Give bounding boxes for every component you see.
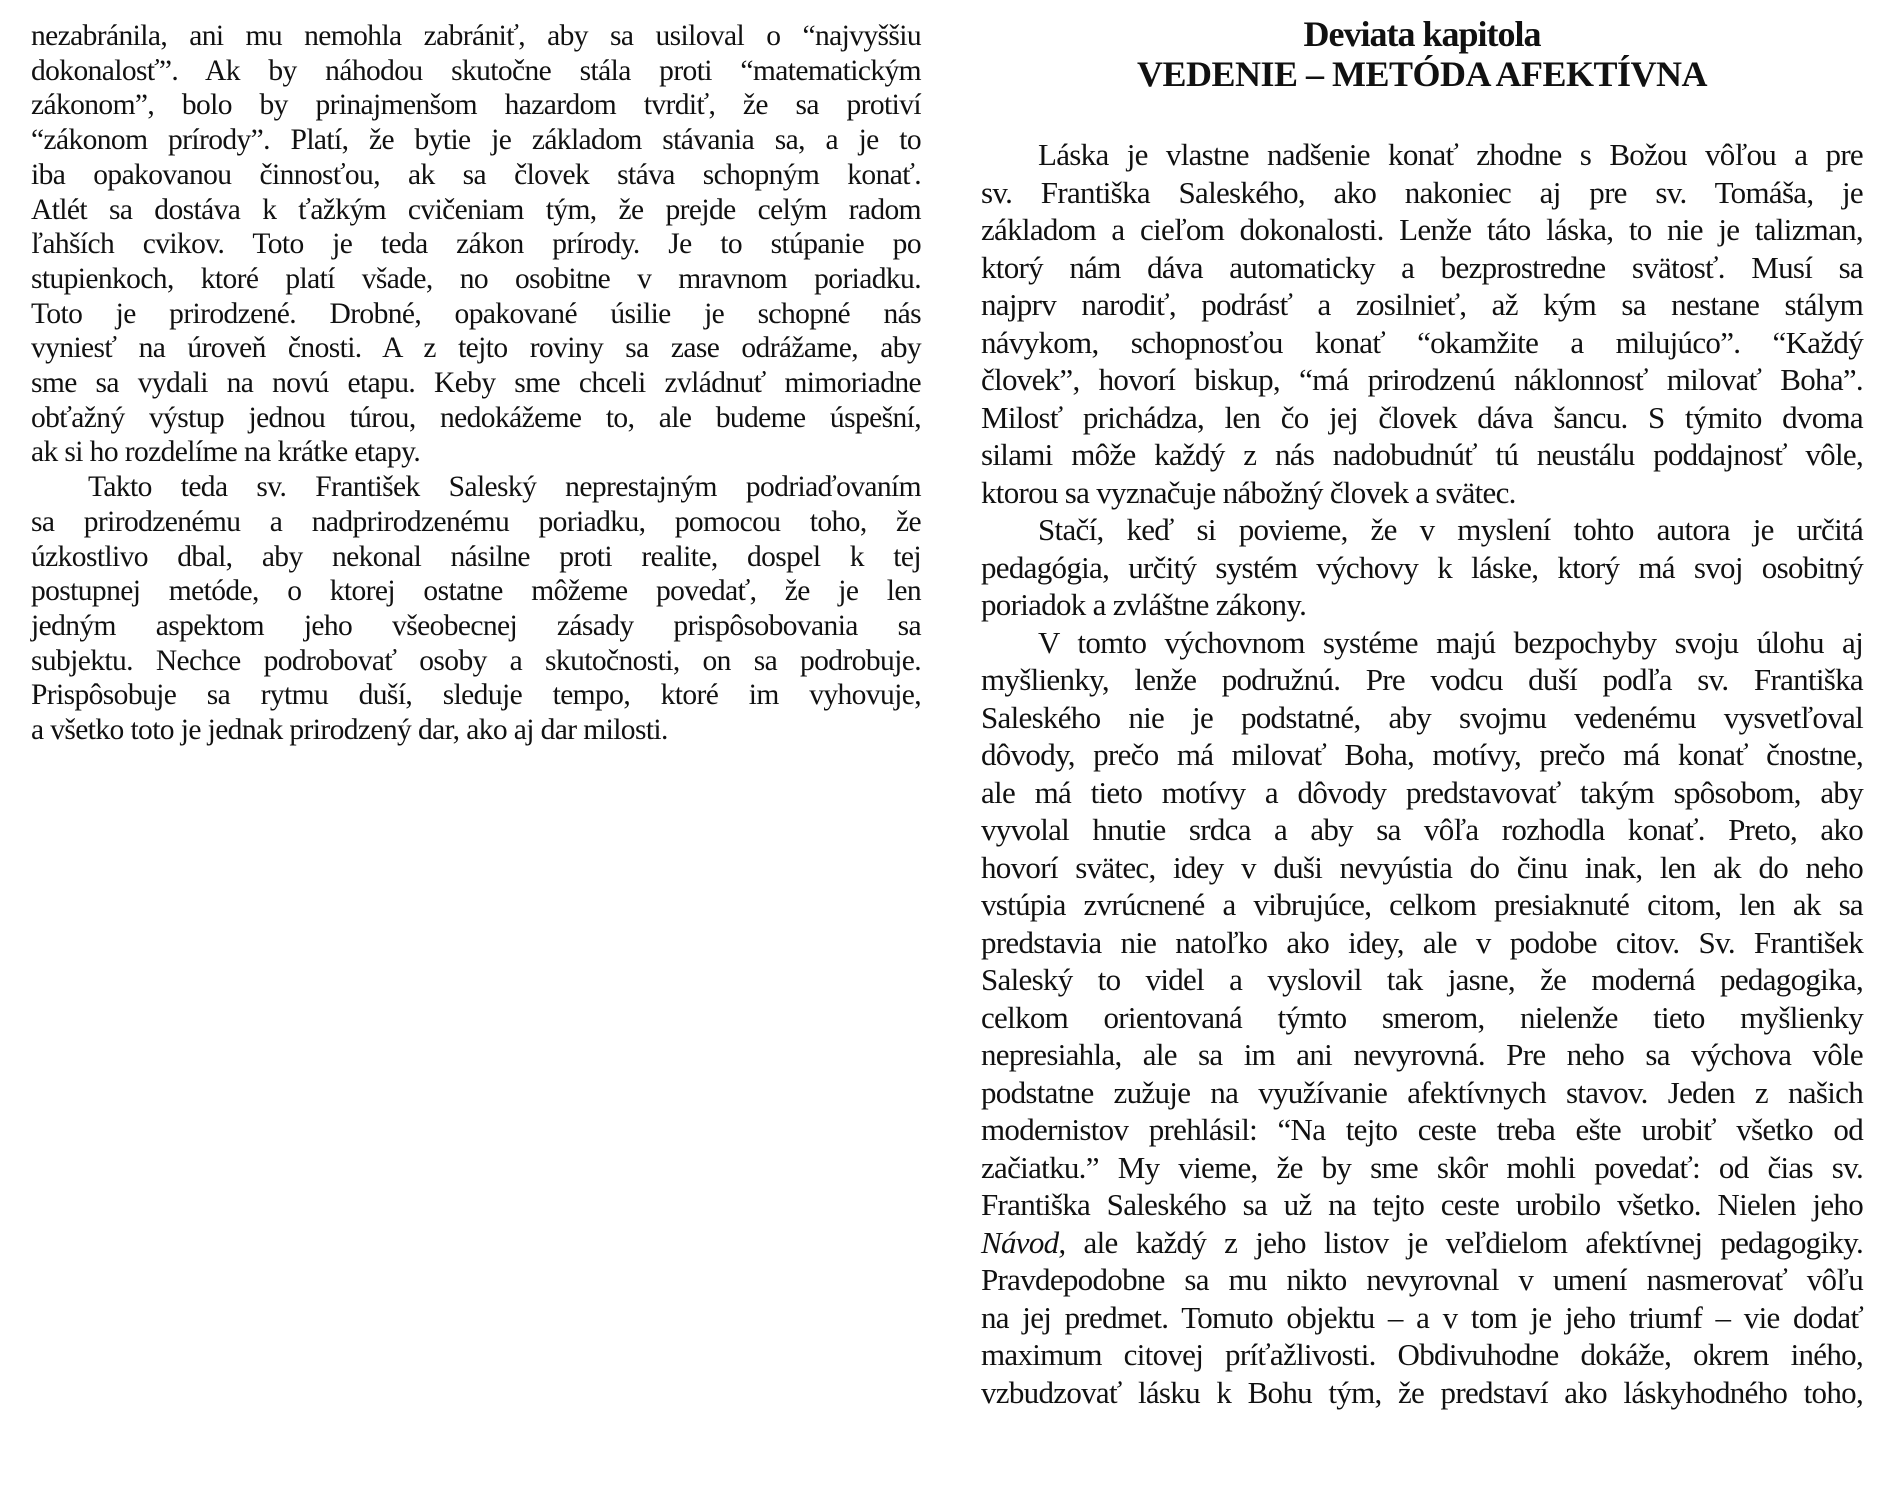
text-line: Milosť prichádza, len čo jej človek dáva šancu. S týmito dvoma (981, 399, 1863, 435)
right-paragraph-3 (981, 624, 1863, 1412)
text-line: ktorý nám dáva automaticky a bezprostredne svätosť. Musí sa (981, 249, 1863, 285)
text-line: najprv narodiť, podrásť a zosilnieť, až kým sa nestane stálym (981, 287, 1863, 322)
text-line: sa prirodzenému a nadprirodzenému poriadku, pomocou toho, že (31, 505, 921, 538)
left-paragraph-2 (31, 470, 921, 748)
text-line: jedným aspektom jeho všeobecnej zásady prispôsobovania sa (31, 609, 921, 642)
text-line: Takto teda sv. František Saleský neprestajným podriaďovaním (88, 471, 921, 504)
text-line: nepresiahla, ale sa im ani nevyrovná. Pre neho sa výchova vôle (981, 1037, 1863, 1072)
chapter-title: VEDENIE – METÓDA AFEKTÍVNA (1136, 54, 1708, 94)
text-line: úzkostlivo dbal, aby nekonal násilne proti realite, dospel k tej (31, 540, 921, 573)
text-line: V tomto výchovnom systéme majú bezpochyby svoju úlohu aj (1038, 624, 1863, 660)
text-line: modernistov prehlásil: “Na tejto ceste treba ešte urobiť všetko od (981, 1112, 1863, 1147)
text-line: človek”, hovorí biskup, “má prirodzenú náklonnosť milovať Boha”. (981, 362, 1863, 397)
text-line: hovorí svätec, idey v duši nevyústia do činu inak, len ak do neho (981, 849, 1863, 885)
right-paragraph-2 (981, 511, 1863, 624)
text-line: myšlienky, lenže podružnú. Pre vodcu duší podľa sv. Františka (981, 662, 1863, 697)
text-line: Františka Saleského sa už na tejto ceste urobilo všetko. Nielen jeho (981, 1187, 1863, 1222)
text-line: podstatne zužuje na využívanie afektívnych stavov. Jeden z našich (981, 1074, 1863, 1110)
text-line: vzbudzovať lásku k Bohu tým, že predstaví ako láskyhodného toho, (981, 1374, 1863, 1410)
text-line: nezabránila, ani mu nemohla zabrániť, aby sa usiloval o “najvyššiu (31, 20, 921, 52)
text-line: “zákonom prírody”. Platí, že bytie je základom stávania sa, a je to (31, 124, 921, 157)
text-line: Pravdepodobne sa mu nikto nevyrovnal v umení nasmerovať vôľu (981, 1262, 1863, 1297)
text-line: zákonom”, bolo by prinajmenšom hazardom tvrdiť, že sa protiví (31, 89, 921, 122)
text-line: Saleský to videl a vyslovil tak jasne, že moderná pedagogika, (981, 962, 1863, 997)
text-line: obťažný výstup jednou túrou, nedokážeme to, ale budeme úspešní, (31, 401, 921, 434)
text-line: vstúpia zvrúcnené a vibrujúce, celkom presiaknuté citom, len ak sa (981, 887, 1863, 922)
text-line: sme sa vydali na novú etapu. Keby sme chceli zvládnuť mimoriadne (31, 367, 921, 400)
text-line: silami môže každý z nás nadobudnúť tú neustálu poddajnosť vôle, (981, 437, 1863, 472)
chapter-number: Deviata kapitola (1303, 14, 1541, 54)
text-line: ktorou sa vyznačuje nábožný človek a svätec. (981, 474, 1516, 510)
book-title-navod: Návod, (981, 1224, 1066, 1260)
text-line: ale má tieto motívy a dôvody predstavovať takým spôsobom, aby (981, 774, 1863, 810)
text-line: postupnej metóde, o ktorej ostatne môžeme povedať, že je len (31, 575, 921, 608)
right-paragraph-1 (981, 136, 1863, 511)
text-line: stupienkoch, ktoré platí všade, no osobitne v mravnom poriadku. (31, 262, 921, 295)
text-line: Atlét sa dostáva k ťažkým cvičeniam tým, že prejde celým radom (31, 193, 921, 226)
text-line: subjektu. Nechce podrobovať osoby a skutočnosti, on sa podrobuje. (31, 644, 921, 677)
text-line: Stačí, keď si povieme, že v myslení tohto autora je určitá (1038, 512, 1863, 547)
text-line: vyvolal hnutie srdca a aby sa vôľa rozhodla konať. Preto, ako (981, 812, 1863, 847)
text-line: Saleského nie je podstatné, aby svojmu vedenému vysvetľoval (981, 699, 1863, 735)
text-line: predstavia nie natoľko ako idey, ale v podobe citov. Sv. František (981, 924, 1863, 960)
text-line: ak si ho rozdelíme na krátke etapy. (31, 436, 421, 469)
text-line: pedagógia, určitý systém výchovy k láske, ktorý má svoj osobitný (981, 549, 1863, 585)
text-line: základom a cieľom dokonalosti. Lenže táto láska, to nie je talizman, (981, 212, 1863, 247)
text-line: sv. Františka Saleského, ako nakoniec aj pre sv. Tomáša, je (981, 174, 1863, 210)
text-line: dokonalosť”. Ak by náhodou skutočne stála proti “matematickým (31, 54, 921, 87)
text-line-with-title (981, 1224, 1863, 1262)
text-line: Toto je prirodzené. Drobné, opakované úsilie je schopné nás (31, 297, 921, 330)
text-line: ľahších cvikov. Toto je teda zákon prírody. Je to stúpanie po (31, 228, 921, 261)
text-line: na jej predmet. Tomuto objektu – a v tom je jeho triumf – vie dodať (981, 1299, 1863, 1335)
text-line: celkom orientovaná týmto smerom, nielenže tieto myšlienky (981, 999, 1863, 1035)
text-line: začiatku.” My vieme, že by sme skôr mohli povedať: od čias sv. (981, 1149, 1863, 1185)
text-line: dôvody, prečo má milovať Boha, motívy, prečo má konať čnostne, (981, 737, 1863, 772)
text-line: vyniesť na úroveň čnosti. A z tejto roviny sa zase odrážame, aby (31, 332, 921, 365)
text-line-rest: ale každý z jeho listov je veľdielom afektívnej pedagogiky. (1083, 1224, 1863, 1260)
text-line: Prispôsobuje sa rytmu duší, sleduje tempo, ktoré im vyhovuje, (31, 679, 921, 712)
text-line: Láska je vlastne nadšenie konať zhodne s Božou vôľou a pre (1038, 137, 1863, 172)
text-line: návykom, schopnosťou konať “okamžite a milujúco”. “Každý (981, 324, 1863, 360)
left-page (31, 19, 921, 748)
text-line: a všetko toto je jednak prirodzený dar, ako aj dar milosti. (31, 714, 668, 747)
text-line: poriadok a zvláštne zákony. (981, 587, 1307, 622)
text-line: iba opakovanou činnosťou, ak sa človek stáva schopným konať. (31, 158, 921, 191)
right-page (981, 14, 1863, 1411)
text-line: maximum citovej príťažlivosti. Obdivuhodne dokáže, okrem iného, (981, 1337, 1863, 1372)
left-paragraph-1 (31, 19, 921, 470)
